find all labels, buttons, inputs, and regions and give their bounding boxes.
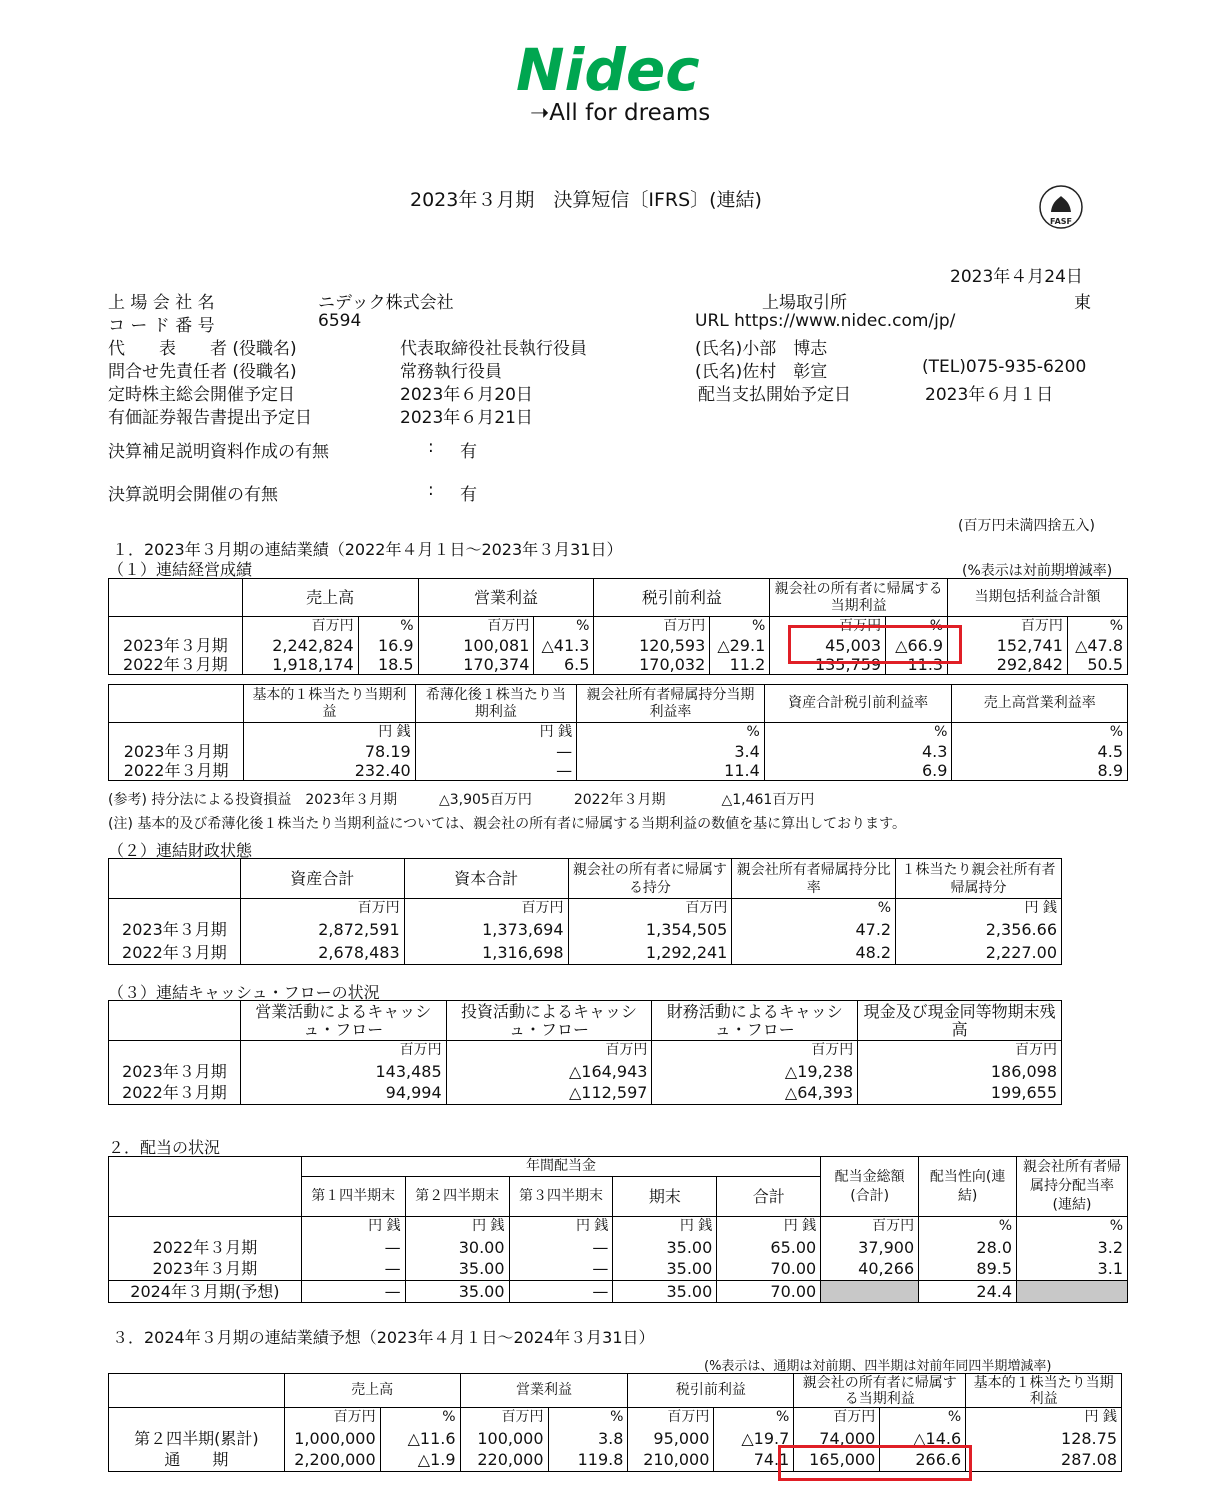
company-value-0: ニデック株式会社 <box>318 293 454 313</box>
section5-title: ３．2024年３月期の連結業績予想（2023年４月１日～2024年３月31日） <box>112 1328 655 1347</box>
eps-note: (注) 基本的及び希薄化後１株当たり当期利益については、親会社の所有者に帰属する当期利益の数値を基に算出しております。 <box>108 816 906 832</box>
meet-label: 決算説明会開催の有無 <box>108 485 278 505</box>
logo-tagline: ➝All for dreams <box>530 100 711 126</box>
table-row: 第２四半期(累計) 1,000,000 △11.6 100,000 3.8 95,000 △19.7 74,000 △14.6 128.75 <box>109 1427 1122 1449</box>
company-value-1: 6594 <box>318 311 362 331</box>
highlight-box-net-income <box>788 625 962 664</box>
hdr-sales: 売上高 <box>242 579 418 617</box>
forecast-table: 売上高 営業利益 税引前利益 親会社の所有者に帰属する当期利益 基本的１株当たり当期利益 百万円 % 百万円 % 百万円 % 百万円 % 円 銭 第２四半期(累計) 1,000,000 △11.6 100,000 3.8 95,000 △19.7 74,000 △14.6 128.75 通 期 2,200,000 △1.9 220,000 119.8 210,000 74.1 165,000 266.6 287.08 <box>108 1373 1122 1472</box>
operating-results-table: 売上高 営業利益 税引前利益 親会社の所有者に帰属する当期利益 当期包括利益合計額 百万円 % 百万円 % 百万円 % 百万円 % 百万円 % 2023年３月期 2,242,824 16.9 100,081 △41.3 120,593 △29.1 45,003 △66.9 152,741 △47.8 2022年３月期 1,918,174 18.5 170,374 6.5 170,032 11.2 135,759 11.3 292,842 50.5 <box>108 578 1128 675</box>
table-row: 2022年３月期 2,678,483 1,316,698 1,292,241 48.2 2,227.00 <box>109 941 1062 964</box>
section4-title: ２．配当の状況 <box>108 1138 221 1157</box>
company-rvalue-4: 2023年６月１日 <box>925 385 1054 405</box>
supp-colon: : <box>428 437 434 457</box>
supp-label: 決算補足説明資料作成の有無 <box>108 442 329 462</box>
supp-value: 有 <box>460 442 477 462</box>
company-rlabel-3: (氏名)佐村 彰宣 <box>695 362 828 382</box>
equity-method-ref: (参考) 持分法による投資損益 2023年３月期 △3,905百万円 2022年３月期 △1,461百万円 <box>108 792 815 808</box>
company-value-5: 2023年６月21日 <box>400 408 533 428</box>
table-row: 2023年３月期 — 35.00 — 35.00 70.00 40,266 89.5 3.1 <box>109 1258 1128 1280</box>
logo-text: Nidec <box>516 38 700 96</box>
section1-sub: （１）連結経営成績 <box>108 560 253 579</box>
company-label-5: 有価証券報告書提出予定日 <box>108 408 312 428</box>
table-row: 2022年３月期 — 30.00 — 35.00 65.00 37,900 28.0 3.2 <box>109 1236 1128 1258</box>
table-row: 2023年３月期 2,872,591 1,373,694 1,354,505 47.2 2,356.66 <box>109 918 1062 941</box>
company-label-3: 問合せ先責任者 (役職名) <box>108 362 297 382</box>
report-date: 2023年４月24日 <box>950 267 1083 287</box>
hdr-net-income: 親会社の所有者に帰属する当期利益 <box>770 579 948 617</box>
section5-pct-note: (%表示は、通期は対前期、四半期は対前年同四半期増減率) <box>704 1359 1052 1374</box>
section3-sub: （３）連結キャッシュ・フローの状況 <box>108 983 380 1002</box>
dividend-table: 年間配当金 配当金総額(合計) 配当性向(連結) 親会社所有者帰属持分配当率(連結) 第１四半期末 第２四半期末 第３四半期末 期末 合計 円 銭 円 銭 円 銭 円 銭 円 銭 百万円 % % 2022年３月期 — 30.00 — 35.00 65.00 37,900 28.0 3.2 2023年３月期 — 35.00 — 35.00 70.00 40,266 89.5 3.1 2024年３月期(予想) — 35.00 — 35.00 70.00 24.4 <box>108 1156 1128 1303</box>
table-row: 2022年３月期 1,918,174 18.5 170,374 6.5 170,032 11.2 135,759 11.3 292,842 50.5 <box>109 655 1128 675</box>
table-row: 2023年３月期 78.19 — 3.4 4.3 4.5 <box>109 742 1128 761</box>
company-label-0: 上 場 会 社 名 <box>108 293 215 313</box>
company-rvalue-3: (TEL)075-935-6200 <box>922 357 1087 377</box>
section1-title: １．2023年３月期の連結業績（2022年４月１日～2023年３月31日） <box>112 540 623 559</box>
hdr-comprehensive: 当期包括利益合計額 <box>948 579 1128 617</box>
table-row: 2023年３月期 143,485 △164,943 △19,238 186,098 <box>109 1060 1062 1082</box>
cashflow-table: 営業活動によるキャッシュ・フロー 投資活動によるキャッシュ・フロー 財務活動によるキャッシュ・フロー 現金及び現金同等物期末残高 百万円 百万円 百万円 百万円 2023年３月期 143,485 △164,943 △19,238 186,098 2022年３月期 94,994 △112,597 △64,393 199,655 <box>108 1000 1062 1105</box>
company-rlabel-2: (氏名)小部 博志 <box>695 339 828 359</box>
company-url-link[interactable]: URL https://www.nidec.com/jp/ <box>695 311 956 331</box>
nidec-logo <box>514 38 729 100</box>
table-row: 2023年３月期 2,242,824 16.9 100,081 △41.3 120,593 △29.1 45,003 △66.9 152,741 △47.8 <box>109 636 1128 655</box>
svg-text:FASF: FASF <box>1050 217 1072 226</box>
annual-dividend-header: 年間配当金 <box>301 1157 820 1177</box>
table-row: 2022年３月期 232.40 — 11.4 6.9 8.9 <box>109 761 1128 781</box>
table-row: 2022年３月期 94,994 △112,597 △64,393 199,655 <box>109 1082 1062 1104</box>
per-share-table: 基本的１株当たり当期利益 希薄化後１株当たり当期利益 親会社所有者帰属持分当期利益率 資産合計税引前利益率 売上高営業利益率 円 銭 円 銭 % % % 2023年３月期 78.19 — 3.4 4.3 4.5 2022年３月期 232.40 — 11.4 6.9 8.9 <box>108 684 1128 781</box>
tagline-arrow-icon: ➝ <box>530 100 550 126</box>
company-value-2: 代表取締役社長執行役員 <box>400 339 587 359</box>
financial-position-table: 資産合計 資本合計 親会社の所有者に帰属する持分 親会社所有者帰属持分比率 １株当たり親会社所有者帰属持分 百万円 百万円 百万円 % 円 銭 2023年３月期 2,872,591 1,373,694 1,354,505 47.2 2,356.66 2022年３月期 2,678,483 1,316,698 1,292,241 48.2 2,227.00 <box>108 858 1062 965</box>
table-row: 通 期 2,200,000 △1.9 220,000 119.8 210,000 74.1 165,000 266.6 287.08 <box>109 1449 1122 1471</box>
company-value-3: 常務執行役員 <box>400 362 502 382</box>
fasf-seal <box>1038 184 1084 234</box>
company-rlabel-0: 上場取引所 <box>762 293 847 313</box>
meet-colon: : <box>428 480 434 500</box>
page-title: 2023年３月期 決算短信〔IFRS〕(連結) <box>410 189 762 211</box>
section1-pct-note: (%表示は対前期増減率) <box>962 563 1113 579</box>
highlight-box-forecast-net-income <box>778 1445 972 1481</box>
company-value-4: 2023年６月20日 <box>400 385 533 405</box>
hdr-pretax: 税引前利益 <box>594 579 770 617</box>
hdr-op-profit: 営業利益 <box>418 579 594 617</box>
rounding-note: (百万円未満四捨五入) <box>958 518 1095 534</box>
company-label-4: 定時株主総会開催予定日 <box>108 385 295 405</box>
company-rlabel-4: 配当支払開始予定日 <box>698 385 851 405</box>
company-label-2: 代 表 者 (役職名) <box>108 339 297 359</box>
table-row: 2024年３月期(予想) — 35.00 — 35.00 70.00 24.4 <box>109 1280 1128 1302</box>
company-label-1: コ ー ド 番 号 <box>108 316 215 336</box>
meet-value: 有 <box>460 485 477 505</box>
company-rvalue-0: 東 <box>1074 293 1091 313</box>
section2-sub: （２）連結財政状態 <box>108 841 253 860</box>
